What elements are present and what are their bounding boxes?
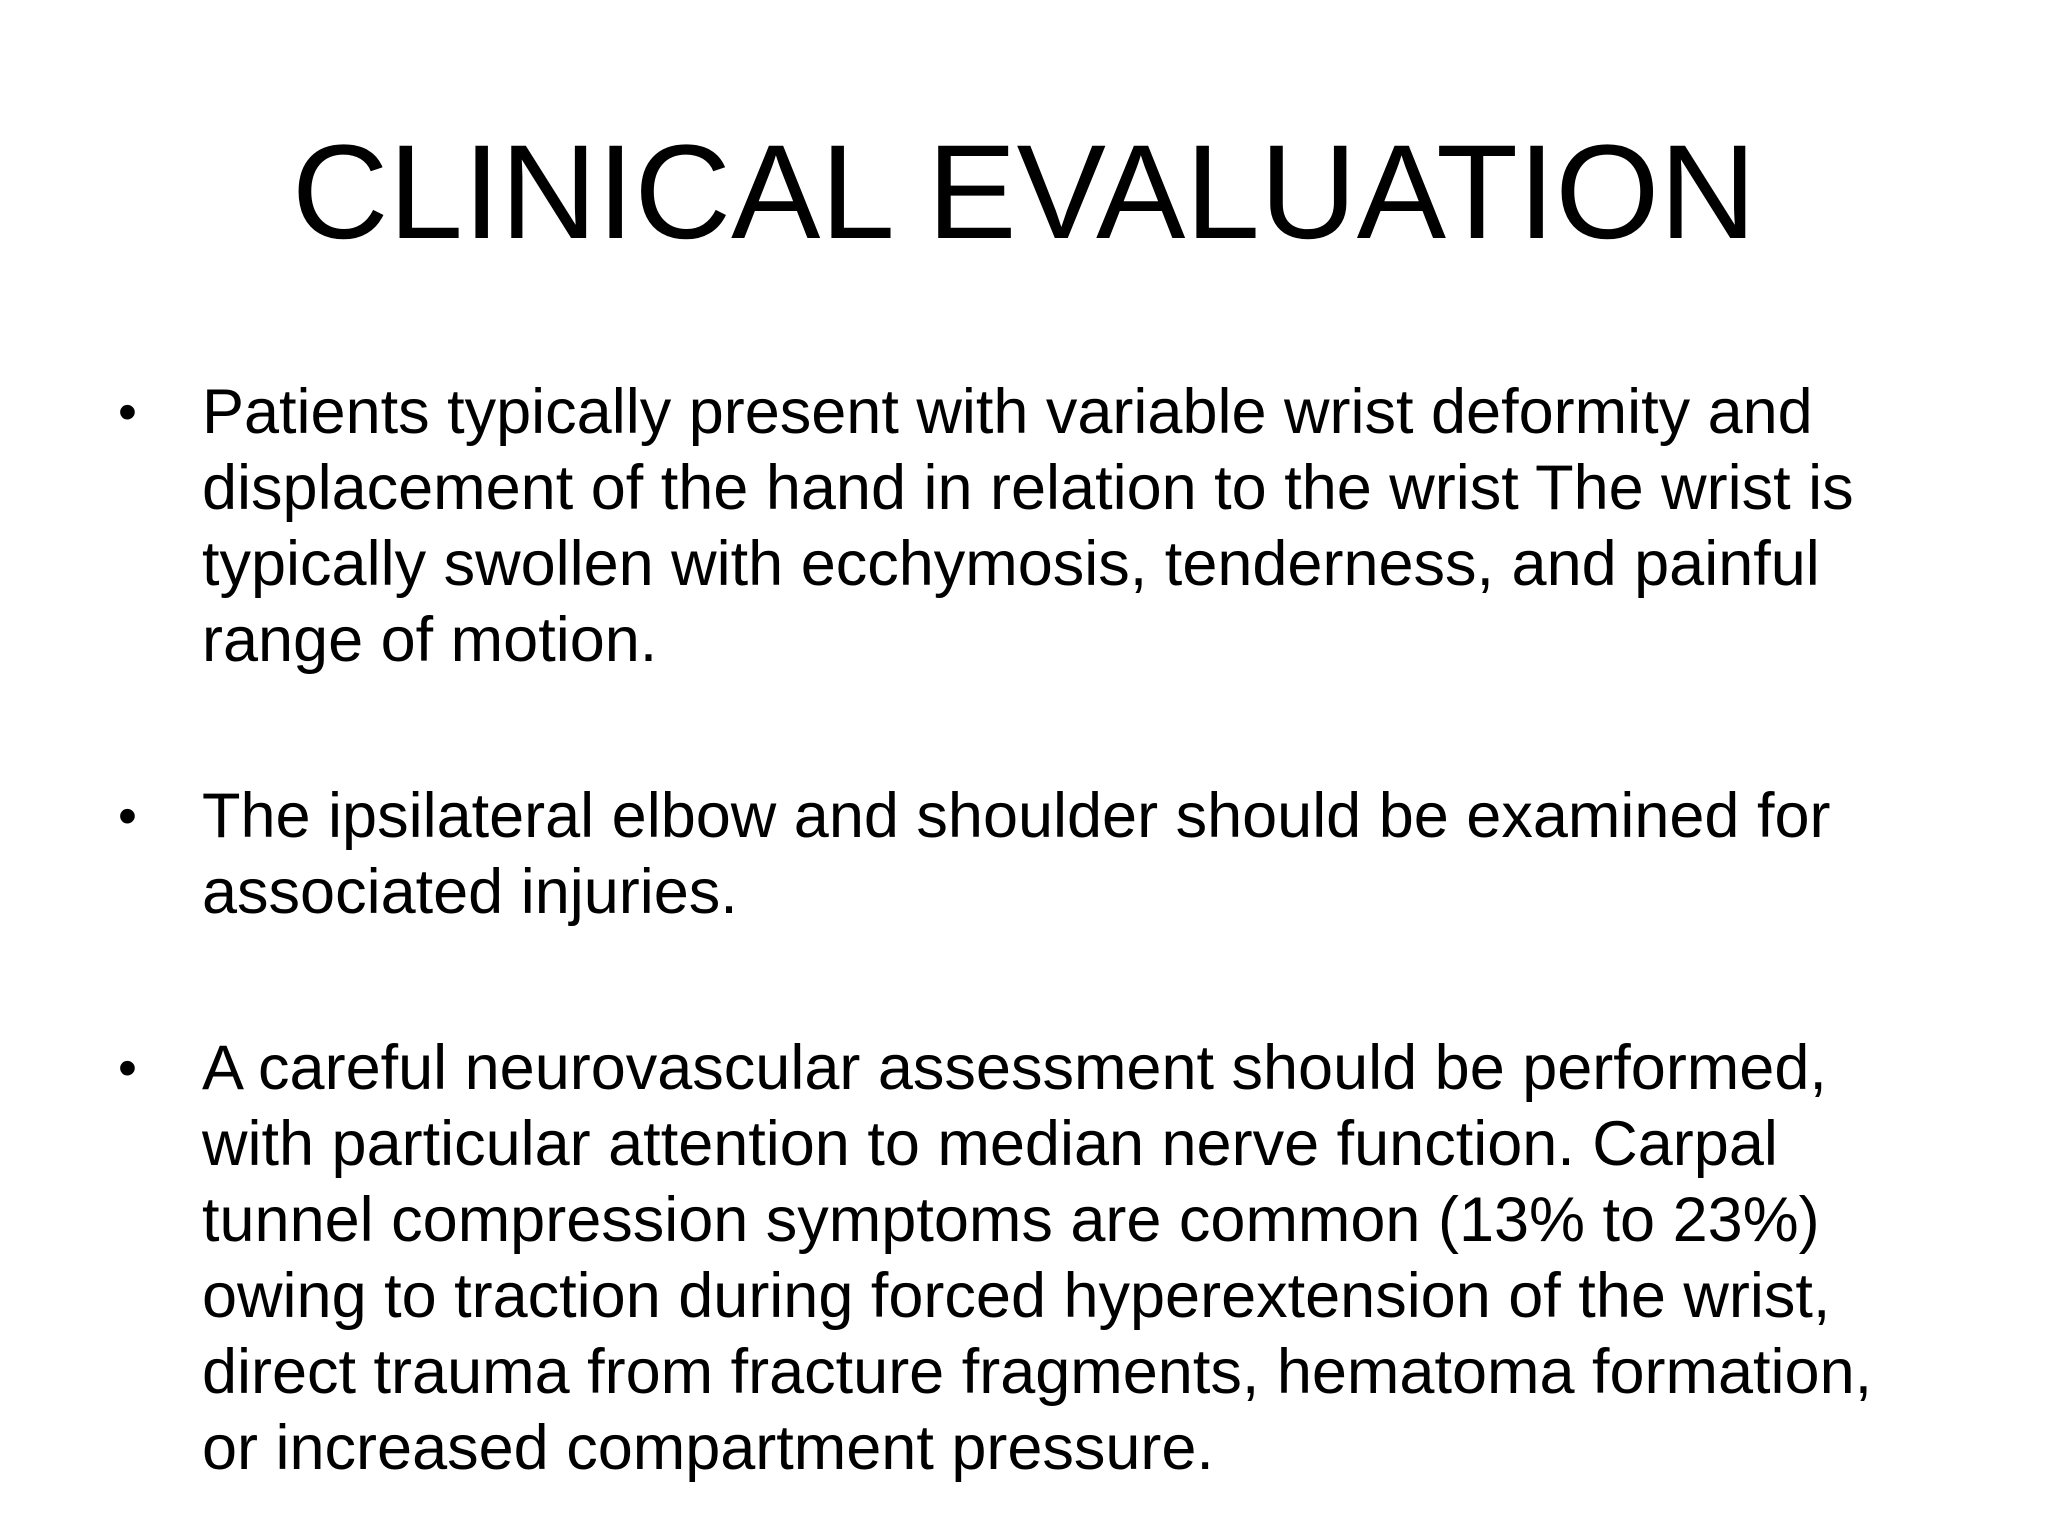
- bullet-line: displacement of the hand in relation to the wrist The wrist is: [202, 453, 1854, 523]
- bullet-text: [202, 778, 1918, 930]
- bullet-line: or increased compartment pressure.: [202, 1413, 1214, 1483]
- bullet-line: The ipsilateral elbow and shoulder should be examined for: [202, 781, 1831, 851]
- bullet-marker: •: [118, 1038, 137, 1098]
- bullet-line: tunnel compression symptoms are common (13% to 23%): [202, 1185, 1820, 1255]
- bullet-line: typically swollen with ecchymosis, tenderness, and painful: [202, 529, 1820, 599]
- bullet-item: [118, 778, 1918, 930]
- bullet-list: [118, 374, 1918, 1536]
- bullet-line: with particular attention to median nerve function. Carpal: [202, 1109, 1778, 1179]
- bullet-line: associated injuries.: [202, 857, 738, 927]
- bullet-line: direct trauma from fracture fragments, hematoma formation,: [202, 1337, 1873, 1407]
- bullet-item: [118, 1030, 1918, 1486]
- bullet-marker: •: [118, 382, 137, 442]
- bullet-text: [202, 1030, 1918, 1486]
- bullet-line: range of motion.: [202, 605, 658, 675]
- bullet-text: [202, 374, 1918, 678]
- slide-title: CLINICAL EVALUATION: [291, 118, 1757, 267]
- bullet-marker: •: [118, 786, 137, 846]
- bullet-line: Patients typically present with variable wrist deformity and: [202, 377, 1813, 447]
- bullet-line: owing to traction during forced hyperextension of the wrist,: [202, 1261, 1831, 1331]
- bullet-line: A careful neurovascular assessment should be performed,: [202, 1033, 1827, 1103]
- bullet-item: [118, 374, 1918, 678]
